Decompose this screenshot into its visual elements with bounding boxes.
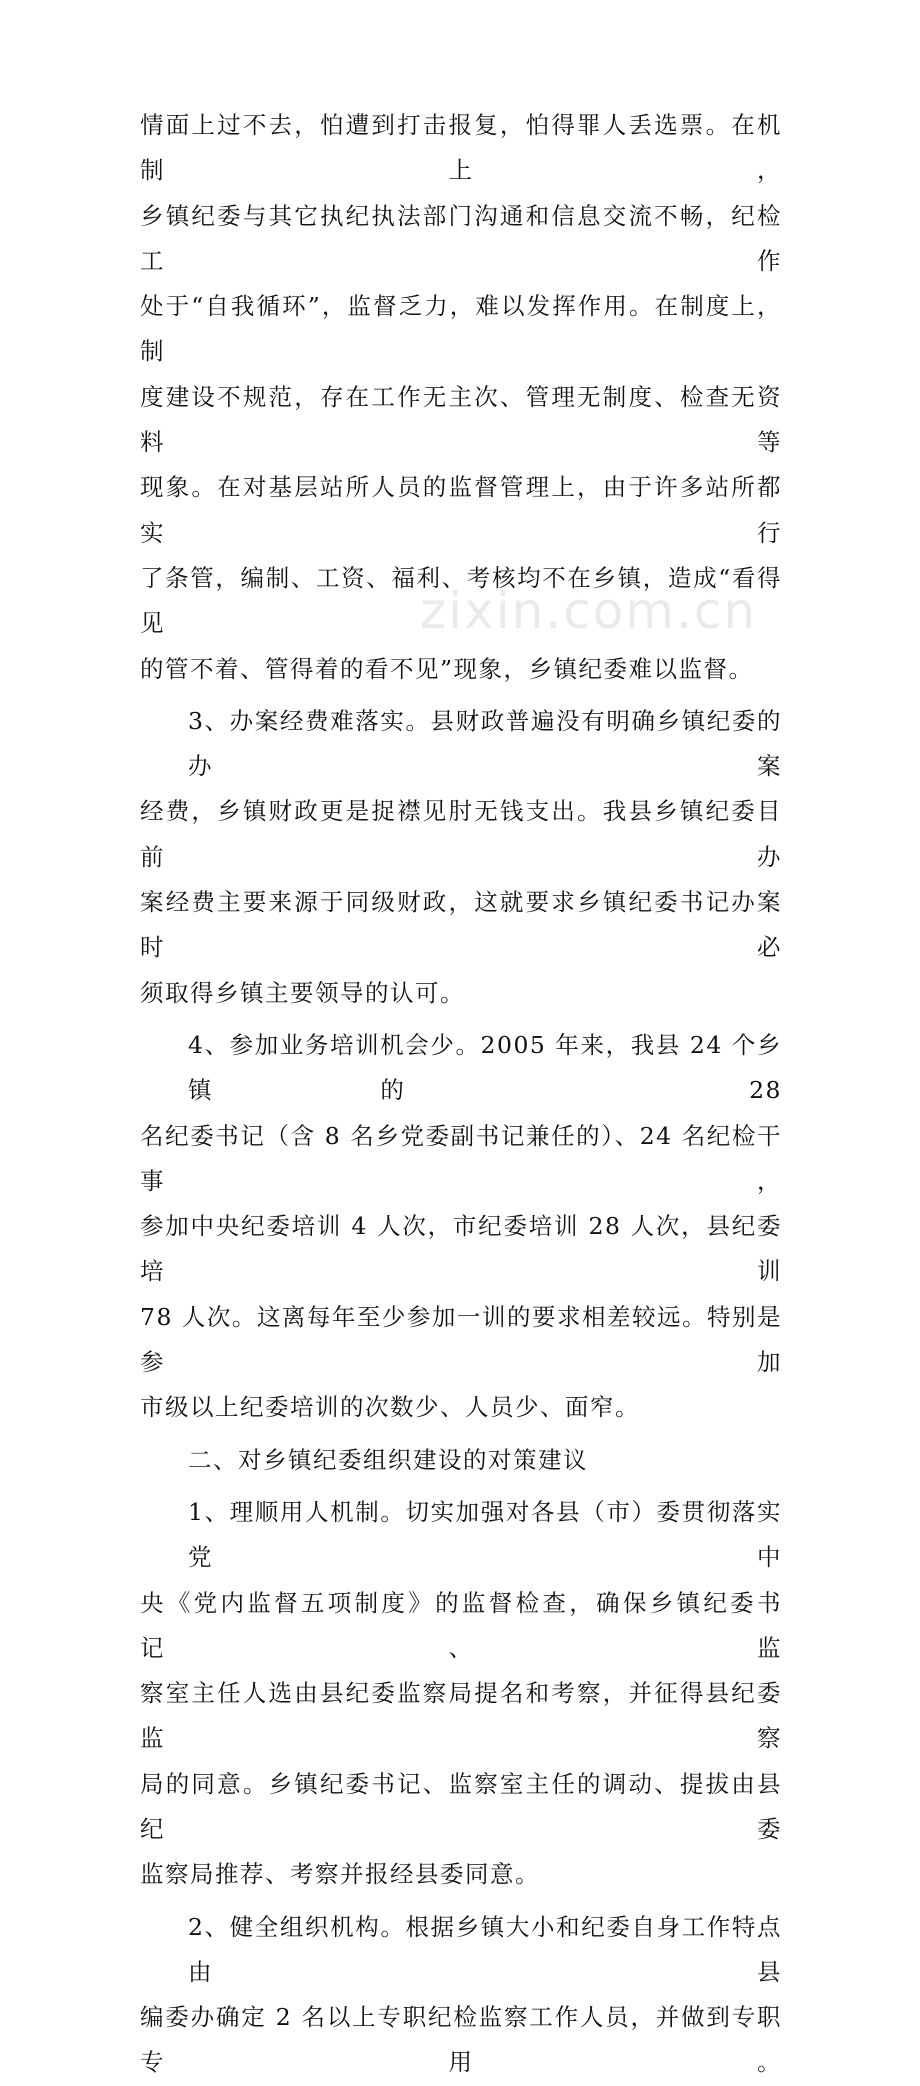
section-heading: 二、对乡镇纪委组织建设的对策建议 — [188, 1445, 588, 1474]
text-line: 情面上过不去，怕遭到打击报复，怕得罪人丢选票。在机制上， — [140, 111, 782, 185]
paragraph-start-line: 4、参加业务培训机会少。2005 年来，我县 24 个乡镇的 28 — [188, 1030, 782, 1105]
text-line: 参加中央纪委培训 4 人次，市纪委培训 28 人次，县纪委培训 — [140, 1212, 782, 1286]
text-line: 78 人次。这离每年至少参加一训的要求相差较远。特别是参加 — [140, 1302, 782, 1377]
text-line: 察室主任人选由县纪委监察局提名和考察，并征得县纪委监察 — [140, 1679, 782, 1753]
text-line: 案经费主要来源于同级财政，这就要求乡镇纪委书记办案时必 — [140, 888, 782, 962]
text-line: 度建设不规范，存在工作无主次、管理无制度、检查无资料等 — [140, 382, 782, 457]
paragraph-start-line: 3、办案经费难落实。县财政普遍没有明确乡镇纪委的办案 — [188, 706, 782, 781]
text-line: 处于“自我循环”，监督乏力，难以发挥作用。在制度上，制 — [140, 292, 782, 366]
document-body — [140, 103, 782, 2086]
text-line: 现象。在对基层站所人员的监督管理上，由于许多站所都实行 — [140, 473, 782, 547]
text-line: 市级以上纪委培训的次数少、人员少、面窄。 — [140, 1393, 640, 1422]
text-line: 央《党内监督五项制度》的监督检查，确保乡镇纪委书记、监 — [140, 1588, 782, 1662]
paragraph-start-line: 1、理顺用人机制。切实加强对各县（市）委贯彻落实党中 — [188, 1497, 782, 1572]
text-line: 了条管，编制、工资、福利、考核均不在乡镇，造成“看得见 — [140, 563, 782, 638]
text-line: 名纪委书记（含 8 名乡党委副书记兼任的）、24 名纪检干事， — [140, 1121, 782, 1195]
text-line: 监察局推荐、考察并报经县委同意。 — [140, 1860, 540, 1889]
text-line: 的管不着、管得着的看不见”现象，乡镇纪委难以监督。 — [140, 654, 754, 683]
watermark: zixin.com.cn — [420, 582, 758, 640]
paragraph-start-line: 2、健全组织机构。根据乡镇大小和纪委自身工作特点由县 — [188, 1912, 782, 1986]
text-line: 编委办确定 2 名以上专职纪检监察工作人员，并做到专职专用。 — [140, 2003, 782, 2077]
text-line: 经费，乡镇财政更是捉襟见肘无钱支出。我县乡镇纪委目前办 — [140, 797, 782, 871]
text-line: 局的同意。乡镇纪委书记、监察室主任的调动、提拔由县纪委 — [140, 1769, 782, 1843]
text-line: 乡镇纪委与其它执纪执法部门沟通和信息交流不畅，纪检工作 — [140, 201, 782, 275]
text-line: 须取得乡镇主要领导的认可。 — [140, 978, 465, 1007]
